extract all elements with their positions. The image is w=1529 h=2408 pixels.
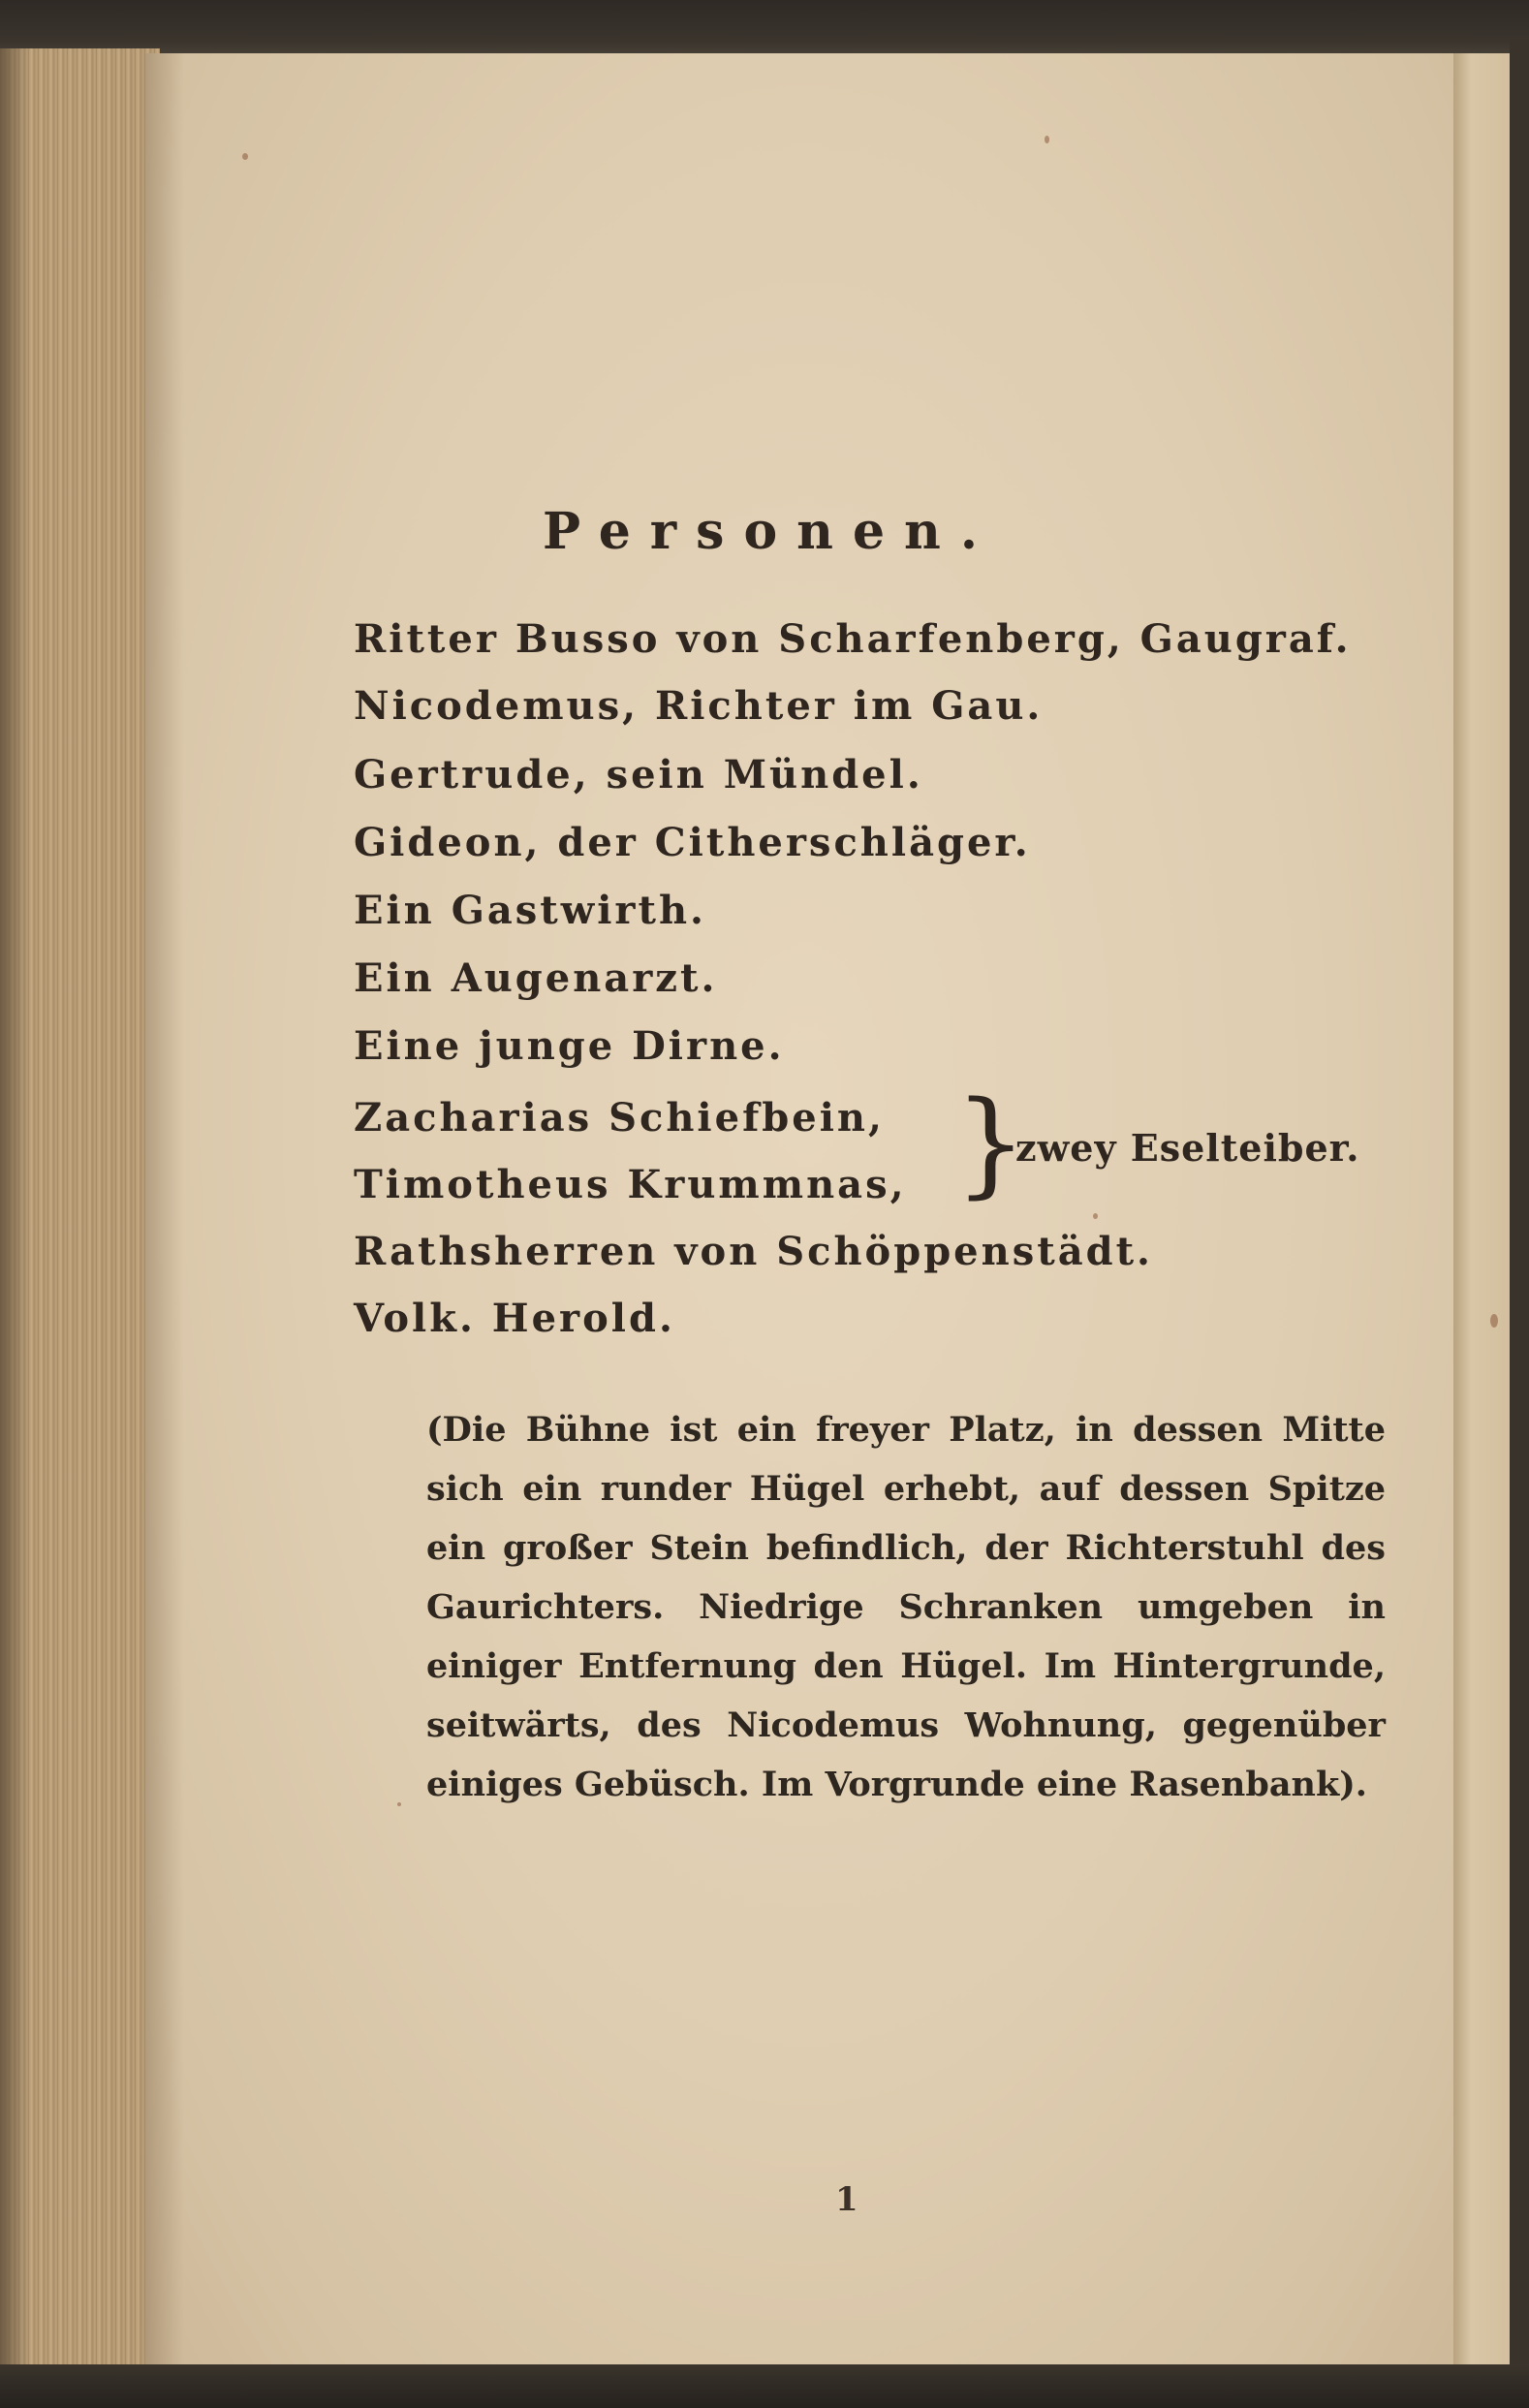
cast-line: Volk. Herold. [354, 1296, 675, 1341]
cast-line: Ein Gastwirth. [354, 888, 706, 933]
cast-line: Ein Augenarzt. [354, 955, 718, 1001]
foxing-speck [1093, 1213, 1098, 1219]
cast-line: Gideon, der Citherschläger. [354, 820, 1031, 865]
foxing-speck [242, 153, 248, 160]
stage-direction: (Die Bühne ist ein freyer Platz, in dessen Mitte sich ein runder Hügel erhebt, auf dessen Spitze ein großer Stein befindlich, der Richterstuhl des Gaurichters. Niedrige Schranken umgeben in einiger Entfernung den Hügel. Im Hintergrunde, seitwärts, des Nicodemus Wohnung, gegenüber einiges Gebüsch. Im Vorgrunde eine Rasenbank). [426, 1410, 1386, 1804]
cast-line: Gertrude, sein Mündel. [354, 752, 923, 797]
signature-mark: 1 [835, 2180, 858, 2219]
cast-line: Nicodemus, Richter im Gau. [354, 683, 1044, 729]
page-edges-shadow [0, 48, 29, 2369]
gutter-shadow [145, 53, 184, 2369]
foxing-speck [1490, 1314, 1498, 1328]
page-title: Personen. [543, 502, 997, 561]
page-sheet [145, 53, 1465, 2369]
cast-line: Zacharias Schiefbein, [354, 1095, 885, 1141]
book-cover-bottom [0, 2364, 1529, 2408]
book-cover-top [0, 0, 1529, 58]
book-cover-right [1510, 39, 1529, 2384]
cast-line: Rathsherren von Schöppenstädt. [354, 1229, 1153, 1274]
facing-page-edge [1453, 53, 1512, 2369]
brace-label: zwey Eselteiber. [1015, 1126, 1360, 1170]
curly-brace: } [954, 1076, 1028, 1209]
cast-line: Ritter Busso von Scharfenberg, Gaugraf. [354, 616, 1352, 662]
foxing-speck [397, 1802, 401, 1806]
foxing-speck [1045, 136, 1049, 143]
cast-line: Timotheus Krummnas, [354, 1162, 907, 1207]
cast-line: Eine junge Dirne. [354, 1023, 785, 1069]
